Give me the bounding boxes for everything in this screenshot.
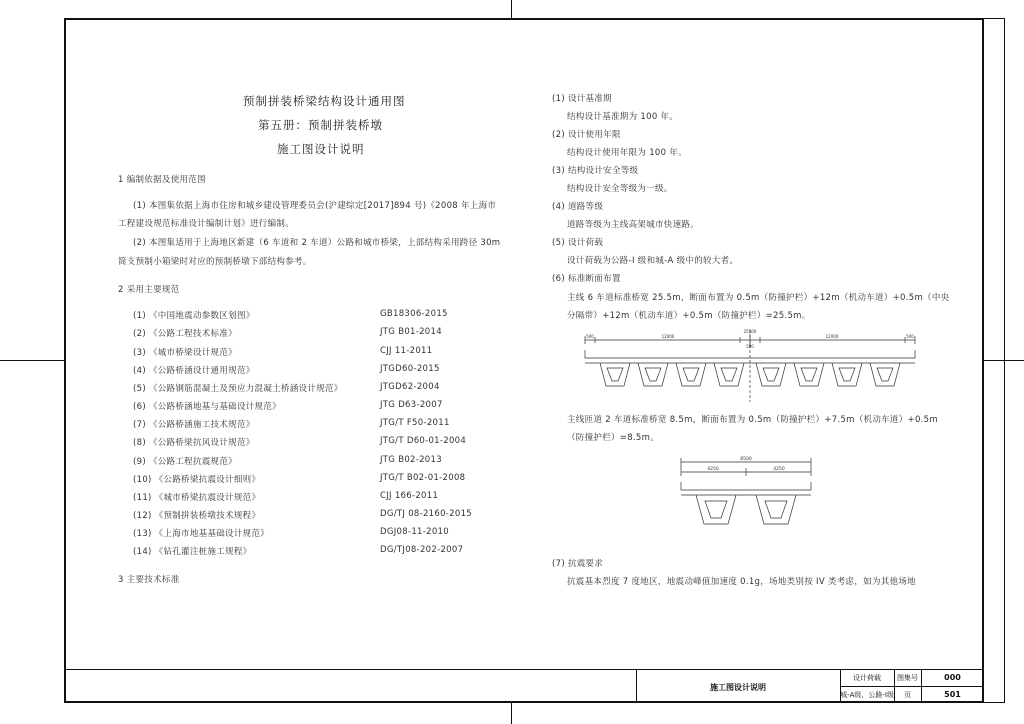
- standard-code: JTG B01-2014: [380, 327, 442, 337]
- page-value: 501: [944, 690, 961, 699]
- standard-code: JTG/T F50-2011: [380, 418, 450, 428]
- standard-name: (6) 《公路桥涵地基与基础设计规范》: [133, 402, 281, 412]
- right-item-heading: (5) 设计荷载: [552, 238, 604, 248]
- section-1-line: 简支预制小箱梁时对应的预制桥墩下部结构参考。: [118, 257, 312, 267]
- left-center-mark: [0, 360, 64, 361]
- seismic-heading: (7) 抗震要求: [552, 559, 604, 569]
- right-item-body: 结构设计使用年限为 100 年。: [567, 148, 687, 158]
- section-1-heading: 1 编制依据及使用范围: [118, 175, 206, 185]
- drawing-no-value: 000: [944, 673, 961, 682]
- standard-name: (14) 《钻孔灌注桩施工规程》: [133, 547, 252, 557]
- wide-dim-label: 12000: [661, 334, 675, 339]
- standard-name: (4) 《公路桥涵设计通用规范》: [133, 366, 255, 376]
- standard-name: (2) 《公路工程技术标准》: [133, 329, 237, 339]
- top-center-mark: [511, 0, 512, 18]
- standard-code: JTGD60-2015: [380, 364, 440, 374]
- drawing-no-label: 图集号: [897, 674, 918, 682]
- bottom-center-mark: [511, 703, 512, 724]
- wide-dim-label: 500: [906, 334, 914, 339]
- standard-code: DG/TJ 08-2160-2015: [380, 509, 473, 519]
- right-binding-line: [1004, 18, 1005, 703]
- section-1-line: 工程建设规范标准设计编制计划》进行编制。: [118, 219, 295, 229]
- right-item-heading: (3) 结构设计安全等级: [552, 166, 639, 176]
- wide-total-label: 25500: [743, 329, 757, 334]
- section-3-heading: 3 主要技术标准: [118, 575, 180, 585]
- bottom-frame-extension: [984, 702, 1005, 703]
- seismic-body: 抗震基本烈度 7 度地区，地震动峰值加速度 0.1g，场地类别按 IV 类考虑，如为其他场地: [567, 577, 916, 587]
- standard-name: (1) 《中国地震动参数区划图》: [133, 311, 255, 321]
- standard-name: (3) 《城市桥梁设计规范》: [133, 348, 237, 358]
- top-frame-extension: [984, 18, 1005, 19]
- tb-top-line: [64, 669, 984, 670]
- standard-name: (13) 《上海市地基基础设计规范》: [133, 529, 270, 539]
- title-line-1: 预制拼装桥梁结构设计通用图: [243, 94, 406, 108]
- section-1-line: (2) 本图集适用于上海地区新建（6 车道和 2 车道）公路和城市桥梁，上部结构采用跨径 30m: [133, 238, 501, 248]
- right-item-heading: (2) 设计使用年限: [552, 130, 621, 140]
- ramp-description: 主线匝道 2 车道标准桥宽 8.5m，断面布置为 0.5m（防撞护栏）+7.5m（机动车道）+0.5m: [567, 415, 938, 425]
- cross-section-heading: (6) 标准断面布置: [552, 274, 621, 284]
- mainline-description: 主线 6 车道标准桥宽 25.5m，断面布置为 0.5m（防撞护栏）+12m（机动车道）+0.5m（中央: [567, 293, 950, 303]
- title-line-2: 第五册：预制拼装桥墩: [258, 118, 383, 132]
- right-item-body: 结构设计基准期为 100 年。: [567, 112, 679, 122]
- mainline-description: 分隔带）+12m（机动车道）+0.5m（防撞护栏）=25.5m。: [567, 311, 811, 321]
- standard-name: (7) 《公路桥涵施工技术规范》: [133, 420, 255, 430]
- design-load-value: 城-A级、公路-I级: [840, 691, 894, 699]
- standard-code: JTG B02-2013: [380, 455, 442, 465]
- standard-code: DGJ08-11-2010: [380, 527, 449, 537]
- standard-code: CJJ 166-2011: [380, 491, 439, 501]
- wide-dim-label: 500: [746, 344, 754, 349]
- design-load-label: 设计荷载: [853, 674, 881, 682]
- standard-code: DG/TJ08-202-2007: [380, 545, 464, 555]
- standard-name: (5) 《公路钢筋混凝土及预应力混凝土桥涵设计规范》: [133, 384, 343, 394]
- mainline-cross-section-drawing: [580, 330, 920, 410]
- standard-code: JTG/T B02-01-2008: [380, 473, 466, 483]
- wide-dim-label: 12000: [825, 334, 839, 339]
- narrow-dim-label: 4250: [707, 467, 719, 472]
- standard-code: GB18306-2015: [380, 309, 448, 319]
- section-1-line: (1) 本图集依据上海市住房和城乡建设管理委员会(沪建综定[2017]894 号)《2008 年上海市: [133, 201, 497, 211]
- standard-name: (12) 《预制拼装桥墩技术规程》: [133, 511, 261, 521]
- right-item-heading: (1) 设计基准期: [552, 94, 612, 104]
- standard-code: JTG D63-2007: [380, 400, 443, 410]
- drawing-name: 施工图设计说明: [710, 683, 766, 692]
- right-item-body: 设计荷载为公路-I 级和城-A 级中的较大者。: [567, 256, 739, 266]
- standard-name: (10) 《公路桥梁抗震设计细则》: [133, 475, 261, 485]
- standard-code: CJJ 11-2011: [380, 346, 433, 356]
- standard-name: (11) 《城市桥梁抗震设计规范》: [133, 493, 261, 503]
- right-item-heading: (4) 道路等级: [552, 202, 604, 212]
- title-line-3: 施工图设计说明: [277, 142, 365, 156]
- wide-dim-label: 500: [586, 334, 594, 339]
- section-2-heading: 2 采用主要规范: [118, 285, 180, 295]
- standard-code: JTG/T D60-01-2004: [380, 436, 467, 446]
- standard-name: (9) 《公路工程抗震规范》: [133, 457, 237, 467]
- tb-mid-line: [840, 686, 984, 687]
- standard-code: JTGD62-2004: [380, 382, 440, 392]
- narrow-total-label: 8500: [740, 457, 752, 462]
- ramp-description: （防撞护栏）=8.5m。: [567, 433, 660, 443]
- ramp-cross-section-drawing: [676, 452, 816, 532]
- narrow-dim-label: 4250: [773, 467, 785, 472]
- page-label: 页: [904, 691, 911, 699]
- right-item-body: 道路等级为主线高架城市快速路。: [567, 220, 700, 230]
- right-item-body: 结构设计安全等级为一级。: [567, 184, 673, 194]
- standard-name: (8) 《公路桥梁抗风设计规范》: [133, 438, 255, 448]
